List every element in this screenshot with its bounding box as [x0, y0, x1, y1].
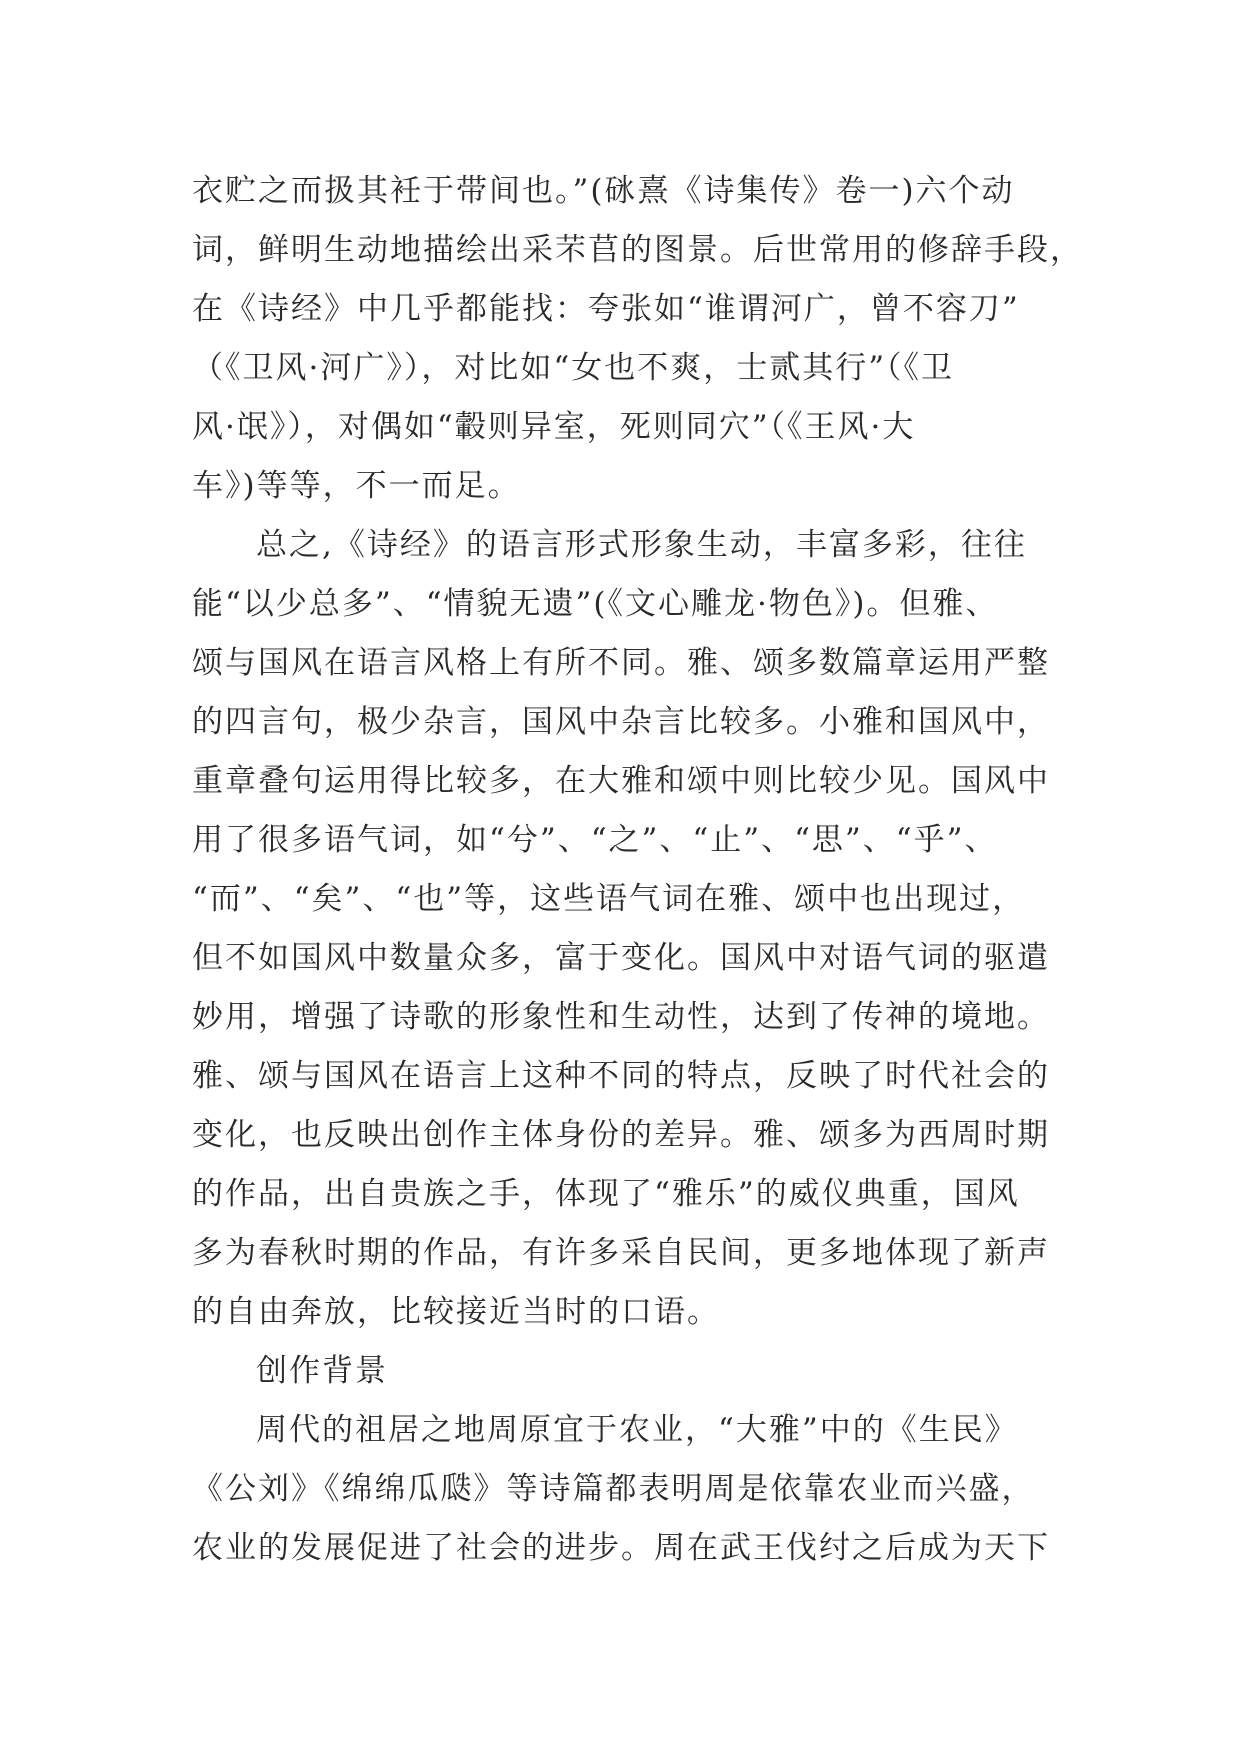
text-line: 的作品，出自贵族之手，体现了“雅乐”的威仪典重，国风	[192, 1176, 1020, 1212]
text-line: 农业的发展促进了社会的进步。周在武王伐纣之后成为天下	[192, 1530, 1050, 1566]
text-line: 风·氓》），对偶如“轂则异室，死则同穴”（《王风·大	[192, 409, 916, 445]
text-line: 多为春秋时期的作品，有许多采自民间，更多地体现了新声	[192, 1235, 1050, 1271]
text-line: 能“以少总多”、“情貌无遗”(《文心雕龙·物色》)。但雅、	[192, 586, 999, 622]
section-heading: 创作背景	[256, 1353, 388, 1389]
text-line: 车》)等等，不一而足。	[192, 468, 521, 504]
text-line: 重章叠句运用得比较多，在大雅和颂中则比较少见。国风中	[192, 763, 1050, 799]
text-line: 变化，也反映出创作主体身份的差异。雅、颂多为西周时期	[192, 1117, 1050, 1153]
paragraph-start-line: 周代的祖居之地周原宜于农业，“大雅”中的《生民》	[256, 1412, 1018, 1448]
text-line: 的自由奔放，比较接近当时的口语。	[192, 1294, 720, 1330]
text-line: 用了很多语气词，如“兮”、“之”、“止”、“思”、“乎”、	[192, 822, 998, 858]
text-line: （《卫风·河广》），对比如“女也不爽，士贰其行”（《卫	[192, 350, 955, 386]
text-line: 但不如国风中数量众多，富于变化。国风中对语气词的驱遣	[192, 940, 1050, 976]
paragraph-start-line: 总之,《诗经》的语言形式形象生动，丰富多彩，往往	[256, 527, 1027, 563]
text-line: 衣贮之而扱其衽于带间也。”(砯熹《诗集传》卷一)六个动	[192, 173, 1015, 209]
text-line: 在《诗经》中几乎都能找：夸张如“谁谓河广，曾不容刀”	[192, 291, 1020, 327]
text-line: 《公刘》《绵绵瓜瓞》等诗篇都表明周是依靠农业而兴盛，	[192, 1471, 1035, 1507]
text-line: 颂与国风在语言风格上有所不同。雅、颂多数篇章运用严整	[192, 645, 1050, 681]
text-line: 词，鲜明生动地描绘出采芣苢的图景。后世常用的修辞手段，	[192, 232, 1083, 268]
text-line: 的四言句，极少杂言，国风中杂言比较多。小雅和国风中，	[192, 704, 1050, 740]
document-body	[192, 162, 1083, 1578]
text-line: 雅、颂与国风在语言上这种不同的特点，反映了时代社会的	[192, 1058, 1050, 1094]
text-line: 妙用，增强了诗歌的形象性和生动性，达到了传神的境地。	[192, 999, 1050, 1035]
text-line: “而”、“矣”、“也”等，这些语气词在雅、颂中也出现过，	[192, 881, 1026, 917]
